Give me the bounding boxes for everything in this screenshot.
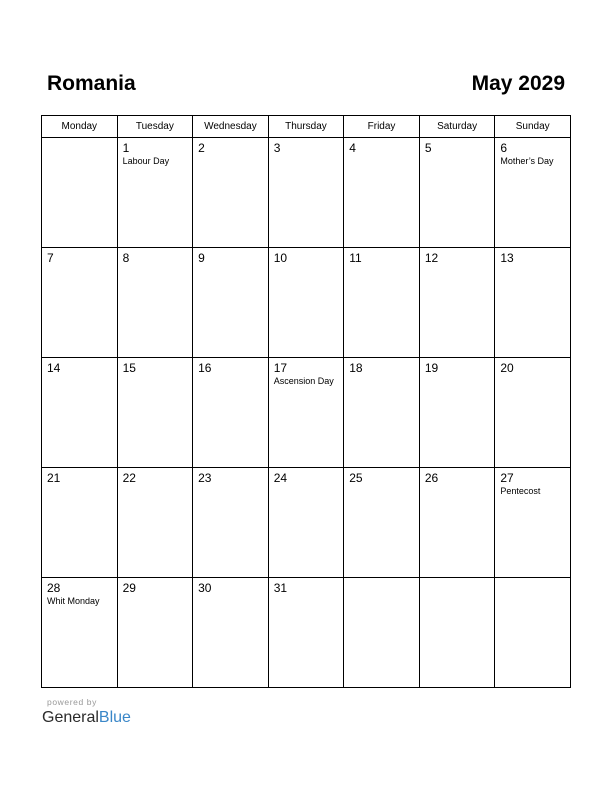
day-number: 19 xyxy=(424,361,439,375)
day-number xyxy=(420,578,495,581)
day-number xyxy=(495,578,570,581)
day-number: 21 xyxy=(47,471,61,485)
day-cell xyxy=(42,468,118,578)
day-number: 3 xyxy=(273,141,281,155)
day-cell xyxy=(419,578,495,688)
day-number: 4 xyxy=(349,141,356,155)
week-row xyxy=(42,468,571,578)
day-cell xyxy=(419,358,495,468)
day-cell xyxy=(193,358,269,468)
day-number: 29 xyxy=(122,581,136,595)
brand-logo xyxy=(42,708,131,728)
week-row xyxy=(42,358,571,468)
day-cell xyxy=(193,468,269,578)
day-cell xyxy=(344,248,420,358)
day-cell xyxy=(42,358,118,468)
day-cell xyxy=(117,138,193,248)
day-number: 6 xyxy=(500,141,508,155)
day-cell xyxy=(495,138,571,248)
day-cell xyxy=(495,358,571,468)
day-cell xyxy=(268,578,344,688)
day-number: 2 xyxy=(198,141,205,155)
week-row xyxy=(42,248,571,358)
weekday-header-row xyxy=(42,116,571,138)
weekday-header: Monday xyxy=(42,116,118,138)
day-number: 9 xyxy=(198,251,205,265)
weekday-header: Sunday xyxy=(495,116,571,138)
day-number: 12 xyxy=(424,251,439,265)
day-number xyxy=(344,578,419,581)
day-number: 23 xyxy=(198,471,212,485)
day-number: 10 xyxy=(273,251,288,265)
weekday-header: Tuesday xyxy=(117,116,193,138)
holiday-label: Mother’s Day xyxy=(500,156,554,166)
holiday-label: Whit Monday xyxy=(47,596,100,606)
day-cell xyxy=(419,468,495,578)
holiday-label: Pentecost xyxy=(500,486,541,496)
weekday-header: Wednesday xyxy=(193,116,269,138)
day-number: 18 xyxy=(349,361,363,375)
powered-by-label: powered by xyxy=(47,697,97,707)
day-cell xyxy=(344,468,420,578)
day-number: 16 xyxy=(198,361,212,375)
month-title: May 2029 xyxy=(471,72,565,95)
day-cell xyxy=(344,358,420,468)
day-number: 22 xyxy=(122,471,136,485)
day-cell xyxy=(42,578,118,688)
holiday-label: Ascension Day xyxy=(273,376,334,386)
day-number xyxy=(42,138,117,141)
weekday-header: Thursday xyxy=(268,116,344,138)
day-number: 11 xyxy=(349,251,362,265)
day-number: 1 xyxy=(122,141,130,155)
week-row xyxy=(42,578,571,688)
day-cell xyxy=(419,248,495,358)
day-cell xyxy=(193,138,269,248)
day-cell xyxy=(117,248,193,358)
day-cell xyxy=(419,138,495,248)
day-cell xyxy=(42,248,118,358)
day-number: 14 xyxy=(47,361,61,375)
day-number: 24 xyxy=(273,471,288,485)
weekday-header: Friday xyxy=(344,116,420,138)
day-number: 28 xyxy=(47,581,61,595)
day-number: 17 xyxy=(273,361,288,375)
day-number: 20 xyxy=(500,361,514,375)
day-cell xyxy=(117,358,193,468)
week-row xyxy=(42,138,571,248)
weekday-header: Saturday xyxy=(419,116,495,138)
calendar-grid xyxy=(41,115,571,688)
day-cell xyxy=(344,578,420,688)
day-cell xyxy=(117,578,193,688)
day-number: 31 xyxy=(273,581,288,595)
day-cell xyxy=(268,138,344,248)
day-cell xyxy=(495,248,571,358)
day-number: 7 xyxy=(47,251,54,265)
day-number: 13 xyxy=(500,251,514,265)
day-cell xyxy=(117,468,193,578)
day-cell xyxy=(268,468,344,578)
brand-blue: Blue xyxy=(98,709,131,726)
day-number: 5 xyxy=(424,141,432,155)
day-cell xyxy=(495,578,571,688)
day-number: 8 xyxy=(122,251,130,265)
day-cell xyxy=(268,248,344,358)
day-cell xyxy=(495,468,571,578)
brand-general: General xyxy=(42,709,99,726)
day-number: 30 xyxy=(198,581,212,595)
day-cell xyxy=(344,138,420,248)
country-title: Romania xyxy=(47,72,136,95)
day-number: 15 xyxy=(122,361,136,375)
holiday-label: Labour Day xyxy=(122,156,170,166)
day-cell xyxy=(193,248,269,358)
day-number: 26 xyxy=(424,471,439,485)
day-cell xyxy=(193,578,269,688)
day-number: 27 xyxy=(500,471,514,485)
day-number: 25 xyxy=(349,471,363,485)
day-cell xyxy=(42,138,118,248)
day-cell xyxy=(268,358,344,468)
